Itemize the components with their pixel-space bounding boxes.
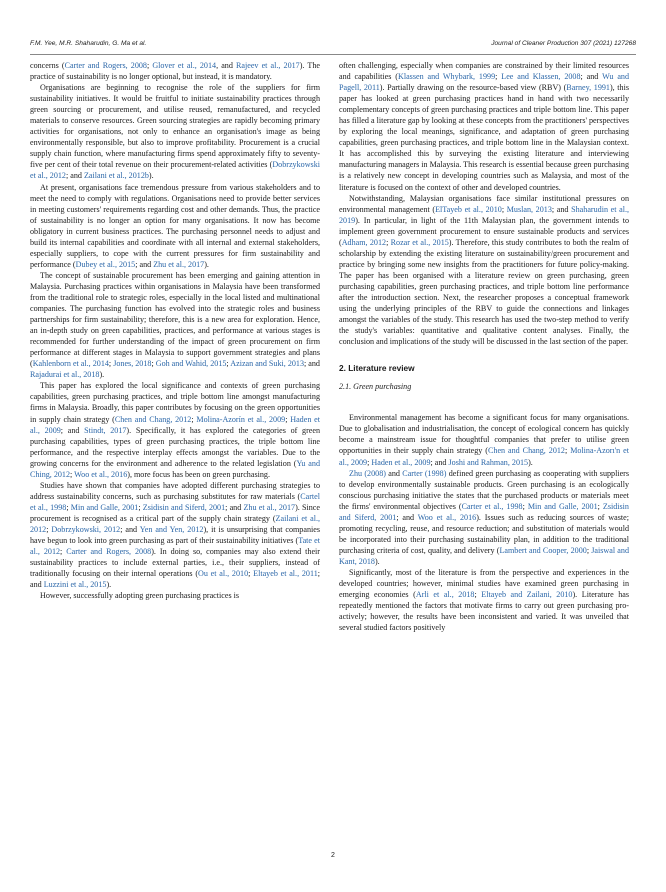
paragraph-text: ), it is unsurprising that companies have begun to look into green purchasing as part of their sustainability initiatives ( (30, 524, 320, 546)
citation-link[interactable]: Stindt, 2017 (84, 425, 127, 435)
paragraph-text: ; (248, 569, 254, 579)
paragraph-text: ; and (580, 72, 603, 82)
paragraph-text: Organisations are beginning to recognise the role of the suppliers for firm sustainability initiatives. It would be fruitful to initiate sustainability practices through green sourcing or procurement, and utilise reused, remanufactured, and recycled materials to conserve resources. Green sourcing strategies are rapidly becoming primary activities for organisations, not only to enhance an organisation's image as being environmentally responsible, but also to improve profitability. Procurement is a crucial supply chain function, where manufacturing firms spend approximately fifty to seventy-five per cent of their total revenue on their procurement-related activities ( (30, 83, 320, 170)
citation-link[interactable]: Zhu (2008) (349, 468, 386, 478)
right-column (339, 60, 629, 633)
paragraph-text: ; (386, 237, 391, 247)
citation-link[interactable]: Zsidisin and Siferd, 2001 (339, 501, 629, 522)
running-header-journal: Journal of Cleaner Production 307 (2021) 127268 (491, 40, 636, 47)
paragraph-text: ; and (225, 502, 244, 512)
paragraph-text: The concept of sustainable procurement has been emerging and gaining attention in Malaysia. Purchasing practices within organisations in Malaysia have been transformed from the traditional role to strategic roles, especially in the local listed and multinational companies. The purchasing function has evolved into the strategic roles and business partnerships for firm sustainability; therefore, this is a new area for exploration. Hence, an in-depth study on green capabilities, practices, and performance at various stages is recommended for further understanding of the impact of green procurement on firm performance at different stages in Malaysia to support government strategies and plans ( (30, 270, 320, 369)
paragraph-text: ). In particular, in light of the 11th Malaysian plan, the government intends to implement green government procurement to ensure sustainable products and services ( (339, 215, 629, 247)
citation-link[interactable]: Zhu et al., 2017 (153, 259, 205, 269)
paragraph (339, 60, 629, 193)
paragraph-text: ). Specifically, it has explored the categories of green purchasing capabilities, types of green purchasing practices, the triple bottom line performance, and the respective interplay effects amongst the variables. Due to the growing concerns for the environment and adherence to the related legislation ( (30, 425, 320, 468)
citation-link[interactable]: Chen and Chang, 2012 (488, 446, 565, 456)
paragraph-text: This paper has explored the local significance and contexts of green purchasing capabilities, green purchasing practices, and triple bottom line amongst manufacturing firms in Malaysia. Broadly, this paper contributes by focusing on the green opportunities in supply chain strategy ( (30, 381, 320, 424)
paragraph-text: However, successfully adopting green purchasing practices is (40, 591, 240, 601)
citation-link[interactable]: Klassen and Whybark, 1999 (398, 72, 496, 82)
paragraph (30, 590, 320, 601)
citation-link[interactable]: Rajeev et al., 2017 (236, 61, 300, 70)
citation-link[interactable]: Lambert and Cooper, 2000 (499, 545, 587, 555)
citation-link[interactable]: Zailani et al., 2012b (83, 171, 149, 181)
paragraph-text: ; and (430, 457, 449, 467)
citation-link[interactable]: Rajadurai et al., 2018 (30, 370, 100, 380)
citation-link[interactable]: Min and Galle, 2001 (527, 501, 598, 511)
citation-link[interactable]: Eltayeb et al., 2011 (253, 569, 318, 579)
citation-link[interactable]: Shaharudin et al., 2019 (339, 204, 630, 225)
paragraph-text: ; (564, 446, 571, 456)
citation-link[interactable]: Tate et al., 2012 (30, 536, 320, 557)
right-column-intro (339, 60, 629, 347)
paragraph-text: ; and (120, 524, 140, 534)
citation-link[interactable]: Woo et al., 2016 (74, 469, 128, 479)
citation-link[interactable]: Dobrzykowski, 2012 (51, 524, 121, 534)
citation-link[interactable]: Kahlenborn et al., 2014 (32, 359, 109, 369)
paragraph-text: ; (367, 457, 372, 467)
citation-link[interactable]: Molina-Azorín et al., 2009 (196, 414, 286, 424)
paragraph-text: ; and (65, 171, 84, 181)
right-column-green-purchasing (339, 412, 629, 633)
citation-link[interactable]: Carter and Rogers, 2008 (64, 61, 147, 70)
citation-link[interactable]: Wu and Pagell, 2011 (339, 72, 629, 93)
citation-link[interactable]: Haden et al., 2009 (371, 457, 431, 467)
paragraph-text: ; (191, 414, 197, 424)
paragraph-text: ; and (60, 425, 85, 435)
citation-link[interactable]: Azizan and Suki, 2013 (230, 359, 305, 369)
paragraph-text: ). The practice of sustainability is no longer optional, but instead, it is mandatory. (30, 61, 321, 82)
section-title: 2. Literature review (339, 363, 415, 374)
paragraph-text: ; (60, 547, 67, 557)
paragraph (30, 60, 320, 82)
paragraph-text: ). (374, 556, 380, 566)
citation-link[interactable]: Cartel et al., 1998 (30, 491, 320, 512)
paragraph-text: ; (597, 501, 603, 511)
citation-link[interactable]: Dobrzykowski et al., 2012 (30, 160, 320, 181)
citation-link[interactable]: Muslan, 2013 (506, 204, 552, 214)
citation-link[interactable]: Chen and Chang, 2012 (114, 414, 192, 424)
paragraph-text: ). In doing so, companies may also extend their sustainability practices to include external parties, i.e., their suppliers, instead of traditionally focusing on their internal operations ( (30, 547, 320, 579)
citation-link[interactable]: Glover et al., 2014 (152, 61, 217, 70)
paragraph-text: ; (474, 590, 482, 600)
paragraph-text: ; (108, 359, 114, 369)
paragraph-text: At present, organisations face tremendous pressure from various stakeholders and to meet the need to comply with regulations. Organisations need to provide better services in meeting customers' requirements regarding cost and other demands. Thus, the practice of sustainability is no longer an option for many organisations. It now has become obligatory in current business practices. The purchasing personnel needs to adjust and build its internal capabilities and coordinate with all internal and external stakeholders, especially suppliers, to cope with the current pressures for firm sustainability and performance ( (30, 182, 320, 269)
paragraph-text: ). (148, 171, 154, 181)
paragraph-text: ; and (551, 204, 572, 214)
paragraph (339, 193, 629, 348)
citation-link[interactable]: Jaiswal and Kant, 2018 (339, 545, 629, 566)
citation-link[interactable]: Ou et al., 2010 (198, 569, 249, 579)
citation-link[interactable]: Zailani et al., 2012 (30, 513, 320, 534)
paragraph-text: ; (70, 469, 75, 479)
paragraph-text: ). Therefore, this study contributes to both the realm of scholarship by extending the existing literature on sustainability/green procurement and practice by bringing some new insights from the practitioners for future policy-making. The paper has been organised with a literature review on green purchasing, green purchasing capabilities, green purchasing practices, and triple bottom line performance after the introduction section. Next, the researcher proposes a conceptual framework using the underlying principles of the RBV to guide the connections and linkages amongst the variables of the study. This research has used the two-step method to verify the study's variables: quantitative and qualitative content analyses. Finally, the conclusion and implications of the study will be discussed in the last section of the paper. (339, 237, 630, 347)
citation-link[interactable]: Carter (1998) (402, 468, 447, 478)
citation-link[interactable]: Dubey et al., 2015 (75, 259, 136, 269)
paragraph-text: Environmental management has become a significant focus for many organisations. Due to globalisation and industrialisation, the concept of ecological concern has quickly become a mainstream issue for thoughtful companies that prefer to utilise green opportunities in their supply chain strategy ( (339, 413, 629, 456)
paragraph-text: ; (138, 502, 143, 512)
citation-link[interactable]: Yen and Yen, 2012 (139, 524, 204, 534)
paragraph-text: ; and (396, 512, 418, 522)
citation-link[interactable]: Min and Galle, 2001 (70, 502, 139, 512)
paragraph-text: Notwithstanding, Malaysian organisations face similar institutional pressures on environmental management ( (339, 193, 629, 214)
left-column (30, 60, 320, 601)
paragraph-text: ), more focus has been on green purchasing. (127, 469, 270, 479)
citation-link[interactable]: Haden et al., 2009 (30, 414, 320, 435)
paragraph-text: , and (216, 61, 236, 70)
running-header-authors: F.M. Yee, M.R. Shaharudin, G. Ma et al. (30, 40, 147, 47)
citation-link[interactable]: Molina-Azorı'n et al., 2009 (339, 446, 629, 467)
paragraph-text: Significantly, most of the literature is from the perspective and experiences in the developed countries; however, minimal studies have examined green purchasing in emerging economies ( (339, 567, 629, 600)
citation-link[interactable]: Carter et al., 1998 (461, 501, 523, 511)
paragraph-text: often challenging, especially when companies are constrained by their limited resources and capabilities ( (339, 61, 629, 82)
citation-link[interactable]: Barney, 1991 (566, 83, 610, 93)
paragraph-text: ). (99, 370, 105, 380)
paragraph-text: ; (46, 524, 52, 534)
citation-link[interactable]: Eltayeb and Zailani, 2010 (481, 590, 573, 600)
paragraph-text: defined green purchasing as cooperating with suppliers to develop environmentally sustainable products. Green purchasing is an ecologically conscious purchasing initiative the states that the purchased products or materials meet the firms' environmental objectives ( (339, 468, 630, 511)
paragraph-text: concerns ( (30, 61, 65, 70)
paragraph (30, 380, 320, 479)
citation-link[interactable]: Zhu et al., 2017 (243, 502, 296, 512)
citation-link[interactable]: Zsidisin and Siferd, 2001 (142, 502, 226, 512)
paragraph-text: ; (522, 501, 528, 511)
paragraph (30, 480, 320, 590)
citation-link[interactable]: Goh and Wahid, 2015 (155, 359, 227, 369)
paragraph-text: ; (226, 359, 231, 369)
header-rule (30, 54, 636, 55)
paragraph (30, 270, 320, 380)
citation-link[interactable]: Jones, 2018 (113, 359, 152, 369)
citation-link[interactable]: Yu and Ching, 2012 (30, 458, 320, 479)
citation-link[interactable]: Woo et al., 2016 (417, 512, 477, 522)
paragraph (339, 468, 629, 567)
paragraph (30, 82, 320, 181)
citation-link[interactable]: Carter and Rogers, 2008 (66, 547, 152, 557)
citation-link[interactable]: Joshi and Rahman, 2015 (448, 457, 529, 467)
citation-link[interactable]: ElTayeb et al., 2010 (435, 204, 502, 214)
paragraph-text: and (385, 468, 403, 478)
paragraph-text: ). (204, 259, 209, 269)
paragraph-text: ; (151, 359, 156, 369)
page-number: 2 (331, 852, 335, 859)
citation-link[interactable]: Arli et al., 2018 (415, 590, 475, 600)
paragraph (339, 567, 629, 633)
paragraph-text: ). Partially drawing on the resource-based view (RBV) ( (379, 83, 567, 93)
paragraph-text: ; (586, 545, 592, 555)
paragraph-text: ; (285, 414, 291, 424)
paragraph-text: ). (528, 457, 533, 467)
paragraph-text: ). Issues such as reducing sources of waste; promoting recycling, reuse, and resource reduction; and substitution of materials would be incorporated into their purchasing sustainability plan, in addition to the traditional purchasing criteria of cost, quality, and delivery ( (339, 512, 629, 555)
paragraph-text: ). Literature has repeatedly mentioned the factors that motivate firms to carry out green purchasing pro-actively; however, the results have been inconsistent and varied. It was unveiled that several studied factors positively (339, 590, 630, 633)
subsection-title: 2.1. Green purchasing (339, 382, 412, 392)
paragraph-text: ; (66, 502, 71, 512)
paragraph-text: ). (106, 580, 112, 590)
paragraph-text: ; and (30, 569, 320, 590)
paragraph-text: ; and (135, 259, 154, 269)
paragraph-text: ; (501, 204, 507, 214)
citation-link[interactable]: Luzzini et al., 2015 (43, 580, 107, 590)
paragraph-text: ; (146, 61, 153, 70)
citation-link[interactable]: Adham, 2012 (341, 237, 387, 247)
citation-link[interactable]: Rozar et al., 2015 (390, 237, 449, 247)
citation-link[interactable]: Lee and Klassen, 2008 (501, 72, 581, 82)
paragraph (339, 412, 629, 467)
paragraph-text: ; (495, 72, 502, 82)
paragraph-text: ; and (304, 359, 320, 369)
paragraph-text: Studies have shown that companies have adopted different purchasing strategies to address sustainability concerns, such as purchasing substitutes for raw materials ( (30, 480, 320, 501)
paragraph-text: ), this paper has looked at green purchasing practices hand in hand with two necessarily complementary concepts of green purchasing practices and triple bottom line. This paper has filled a literature gap by looking at these concepts from the practitioners' perspectives by exploring the local meanings, significance, and adaptation of green purchasing capabilities, green purchasing practices, and triple bottom line in the Malaysian context. It has accomplished this by surveying the existing literature and interviewing manufacturing managers in Malaysia. This research is essential because green purchasing is a relatively new concept in developing countries such as Malaysia, and most of the literature is focused on the context of other and developed countries. (339, 83, 629, 192)
paragraph (30, 182, 320, 270)
paragraph-text: ). Since procurement is recognised as a critical part of the supply chain strategy ( (30, 502, 320, 523)
